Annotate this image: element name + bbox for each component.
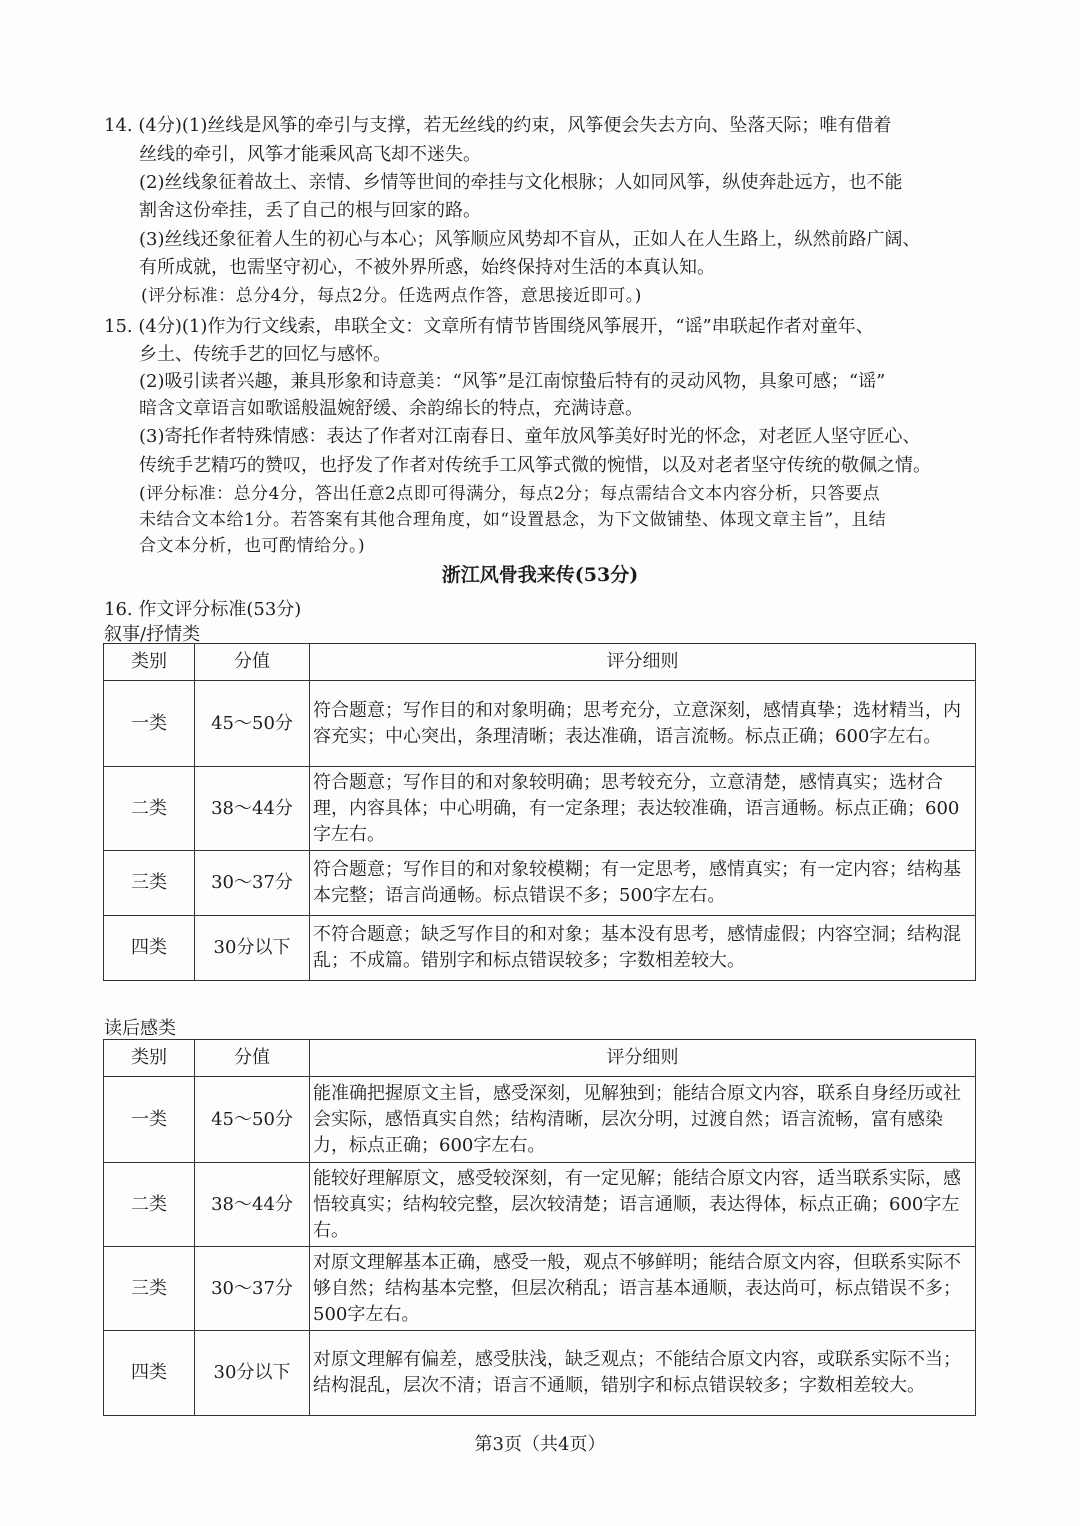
row-category: 一类: [104, 1077, 195, 1163]
row-score: 30分以下: [195, 1331, 310, 1416]
q15-criteria-3: 合文本分析，也可酌情给分。): [139, 536, 366, 556]
row-category: 一类: [104, 681, 195, 767]
row-detail: 能较好理解原文，感受较深刻，有一定见解；能结合原文内容，适当联系实际，感悟较真实；结构较完整，层次较清楚；语言通顺，表达得体，标点正确；600字左右。: [310, 1163, 976, 1247]
table-row: [104, 1163, 976, 1247]
q15-line-3: (2)吸引读者兴趣，兼具形象和诗意美：“风筝”是江南惊蛰后特有的灵动风物，具象可感；“谣”: [139, 371, 886, 392]
header-category: 类别: [104, 644, 195, 681]
q14-line-2: 丝线的牵引，风筝才能乘风高飞却不迷失。: [139, 144, 481, 165]
row-category: 二类: [104, 1163, 195, 1247]
q16-heading: 16. 作文评分标准(53分): [104, 599, 302, 620]
narrative-table-label: 叙事/抒情类: [104, 624, 201, 645]
table-row: [104, 1331, 976, 1416]
section-title: 浙江风骨我来传(53分): [441, 564, 639, 586]
row-category: 二类: [104, 767, 195, 851]
q15-criteria-1: (评分标准：总分4分，答出任意2点即可得满分，每点2分；每点需结合文本内容分析，只答要点: [139, 484, 881, 504]
row-score: 30～37分: [195, 1247, 310, 1331]
q14-line-1: 14. (4分)(1)丝线是风筝的牵引与支撑，若无丝线的约束，风筝便会失去方向、坠落天际；唯有借着: [104, 115, 892, 136]
q14-line-4: 割舍这份牵挂，丢了自己的根与回家的路。: [139, 200, 481, 221]
q14-line-6: 有所成就，也需坚守初心，不被外界所惑，始终保持对生活的本真认知。: [139, 257, 715, 278]
q15-criteria-2: 未结合文本给1分。若答案有其他合理角度，如“设置悬念，为下文做铺垫、体现文章主旨”，且结: [139, 510, 887, 530]
row-detail: 能准确把握原文主旨，感受深刻，见解独到；能结合原文内容，联系自身经历或社会实际，感悟真实自然；结构清晰，层次分明，过渡自然；语言流畅，富有感染力，标点正确；600字左右。: [310, 1077, 976, 1163]
header-score: 分值: [195, 644, 310, 681]
table-header-row: [104, 644, 976, 681]
table-row: [104, 681, 976, 767]
table-row: [104, 1247, 976, 1331]
row-detail: 符合题意；写作目的和对象较明确；思考较充分，立意清楚，感情真实；选材合理，内容具体；中心明确，有一定条理；表达较准确，语言通畅。标点正确；600字左右。: [310, 767, 976, 851]
row-score: 45～50分: [195, 681, 310, 767]
header-detail: 评分细则: [310, 644, 976, 681]
row-category: 四类: [104, 1331, 195, 1416]
header-category: 类别: [104, 1040, 195, 1077]
table-row: [104, 1077, 976, 1163]
table-row: [104, 851, 976, 916]
row-detail: 符合题意；写作目的和对象较模糊；有一定思考，感情真实；有一定内容；结构基本完整；语言尚通畅。标点错误不多；500字左右。: [310, 851, 976, 916]
q14-line-3: (2)丝线象征着故土、亲情、乡情等世间的牵挂与文化根脉；人如同风筝，纵使奔赴远方，也不能: [139, 172, 903, 193]
row-detail: 对原文理解有偏差，感受肤浅，缺乏观点；不能结合原文内容，或联系实际不当；结构混乱，层次不清；语言不通顺，错别字和标点错误较多；字数相差较大。: [310, 1331, 976, 1416]
q15-line-5: (3)寄托作者特殊情感：表达了作者对江南春日、童年放风筝美好时光的怀念，对老匠人坚守匠心、: [139, 426, 921, 447]
row-category: 三类: [104, 1247, 195, 1331]
row-score: 45～50分: [195, 1077, 310, 1163]
narrative-scoring-table: [103, 643, 976, 981]
row-category: 三类: [104, 851, 195, 916]
reading-scoring-table: [103, 1039, 976, 1416]
row-score: 38～44分: [195, 1163, 310, 1247]
row-score: 30分以下: [195, 916, 310, 981]
row-detail: 符合题意；写作目的和对象明确；思考充分，立意深刻，感情真挚；选材精当，内容充实；中心突出，条理清晰；表达准确，语言流畅。标点正确；600字左右。: [310, 681, 976, 767]
header-detail: 评分细则: [310, 1040, 976, 1077]
q14-line-5: (3)丝线还象征着人生的初心与本心；风筝顺应风势却不盲从，正如人在人生路上，纵然前路广阔、: [139, 229, 921, 250]
q14-criteria: (评分标准：总分4分，每点2分。任选两点作答，意思接近即可。): [141, 286, 642, 306]
header-score: 分值: [195, 1040, 310, 1077]
page-number-footer: 第3页（共4页）: [474, 1434, 606, 1455]
table-row: [104, 767, 976, 851]
reading-table-label: 读后感类: [104, 1018, 176, 1039]
q15-line-6: 传统手艺精巧的赞叹，也抒发了作者对传统手工风筝式微的惋惜，以及对老者坚守传统的敬佩之情。: [139, 455, 931, 476]
table-header-row: [104, 1040, 976, 1077]
q15-line-1: 15. (4分)(1)作为行文线索，串联全文：文章所有情节皆围绕风筝展开，“谣”串联起作者对童年、: [104, 316, 874, 337]
row-score: 38～44分: [195, 767, 310, 851]
row-category: 四类: [104, 916, 195, 981]
q15-line-2: 乡土、传统手艺的回忆与感怀。: [139, 344, 391, 365]
row-detail: 不符合题意；缺乏写作目的和对象；基本没有思考，感情虚假；内容空洞；结构混乱；不成篇。错别字和标点错误较多；字数相差较大。: [310, 916, 976, 981]
row-score: 30～37分: [195, 851, 310, 916]
q15-line-4: 暗含文章语言如歌谣般温婉舒缓、余韵绵长的特点，充满诗意。: [139, 398, 643, 419]
row-detail: 对原文理解基本正确，感受一般，观点不够鲜明；能结合原文内容，但联系实际不够自然；结构基本完整，但层次稍乱；语言基本通顺，表达尚可，标点错误不多；500字左右。: [310, 1247, 976, 1331]
table-row: [104, 916, 976, 981]
